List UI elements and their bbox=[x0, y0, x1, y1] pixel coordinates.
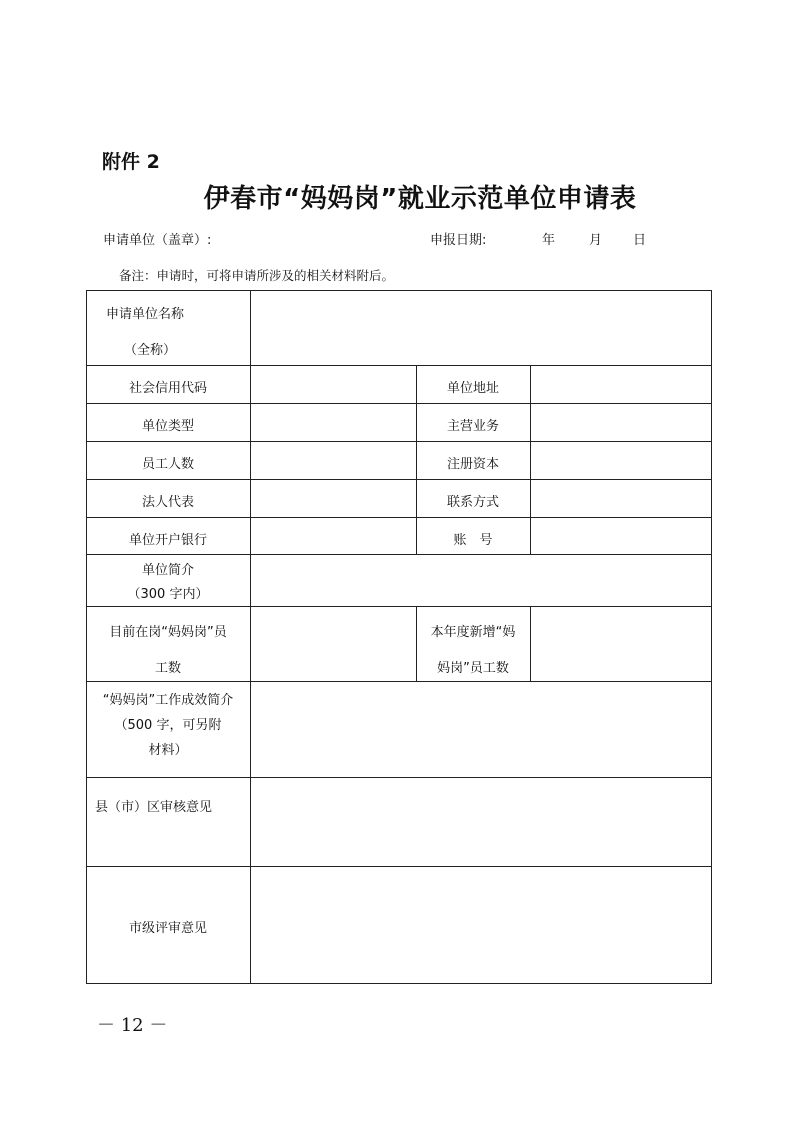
effect-field[interactable] bbox=[251, 682, 711, 777]
unit-type-field[interactable] bbox=[251, 404, 416, 441]
employees-field[interactable] bbox=[251, 442, 416, 479]
month-label: 月 bbox=[589, 233, 603, 248]
city-review-field[interactable] bbox=[251, 867, 711, 983]
legal-rep-label: 法人代表 bbox=[141, 495, 194, 510]
page-number: － 12 － bbox=[97, 1015, 168, 1036]
year-label: 年 bbox=[542, 233, 556, 248]
new-mom-jobs-field[interactable] bbox=[531, 607, 711, 681]
registered-capital-label: 注册资本 bbox=[446, 457, 499, 472]
contact-label: 联系方式 bbox=[446, 495, 499, 510]
current-mom-jobs-field[interactable] bbox=[251, 607, 416, 681]
credit-code-label: 社会信用代码 bbox=[128, 381, 207, 396]
attachment-label: 附件 2 bbox=[102, 151, 160, 173]
new-mom-jobs-label: 本年度新增“妈 bbox=[430, 625, 516, 640]
intro-label: 单位简介 bbox=[141, 563, 194, 578]
main-business-field[interactable] bbox=[531, 404, 711, 441]
effect-label-2: （500 字，可另附 bbox=[114, 718, 222, 733]
new-mom-jobs-label-2: 妈岗”员工数 bbox=[437, 661, 509, 676]
effect-label-3: 材料） bbox=[148, 743, 188, 758]
account-label: 账 号 bbox=[453, 533, 493, 548]
page-title: 伊春市“妈妈岗”就业示范单位申请表 bbox=[203, 184, 637, 214]
main-business-label: 主营业务 bbox=[446, 419, 499, 434]
unit-name-label: 申请单位名称 bbox=[106, 307, 185, 322]
registered-capital-field[interactable] bbox=[531, 442, 711, 479]
bank-field[interactable] bbox=[251, 518, 416, 554]
county-review-label: 县（市）区审核意见 bbox=[95, 800, 213, 815]
day-label: 日 bbox=[633, 233, 647, 248]
current-mom-jobs-label-2: 工数 bbox=[154, 661, 181, 676]
bank-label: 单位开户银行 bbox=[128, 533, 207, 548]
employees-label: 员工人数 bbox=[141, 457, 194, 472]
unit-name-field[interactable] bbox=[251, 291, 711, 365]
intro-field[interactable] bbox=[251, 555, 711, 606]
contact-field[interactable] bbox=[531, 480, 711, 517]
city-review-label: 市级评审意见 bbox=[128, 921, 207, 936]
border-right bbox=[711, 290, 712, 984]
account-field[interactable] bbox=[531, 518, 711, 554]
address-label: 单位地址 bbox=[446, 381, 499, 396]
report-date-label: 申报日期: bbox=[430, 233, 487, 248]
unit-type-label: 单位类型 bbox=[141, 419, 194, 434]
effect-label: “妈妈岗”工作成效简介 bbox=[102, 693, 234, 708]
current-mom-jobs-label: 目前在岗“妈妈岗”员 bbox=[109, 625, 227, 640]
county-review-field[interactable] bbox=[251, 778, 711, 866]
note-text: 备注：申请时，可将申请所涉及的相关材料附后。 bbox=[119, 268, 395, 283]
border-bottom bbox=[86, 983, 712, 984]
credit-code-field[interactable] bbox=[251, 366, 416, 403]
address-field[interactable] bbox=[531, 366, 711, 403]
legal-rep-field[interactable] bbox=[251, 480, 416, 517]
application-form bbox=[86, 290, 712, 984]
applicant-label: 申请单位（盖章）: bbox=[103, 233, 212, 248]
unit-name-sub-label: （全称） bbox=[124, 343, 177, 358]
intro-sub-label: （300 字内） bbox=[127, 587, 209, 602]
